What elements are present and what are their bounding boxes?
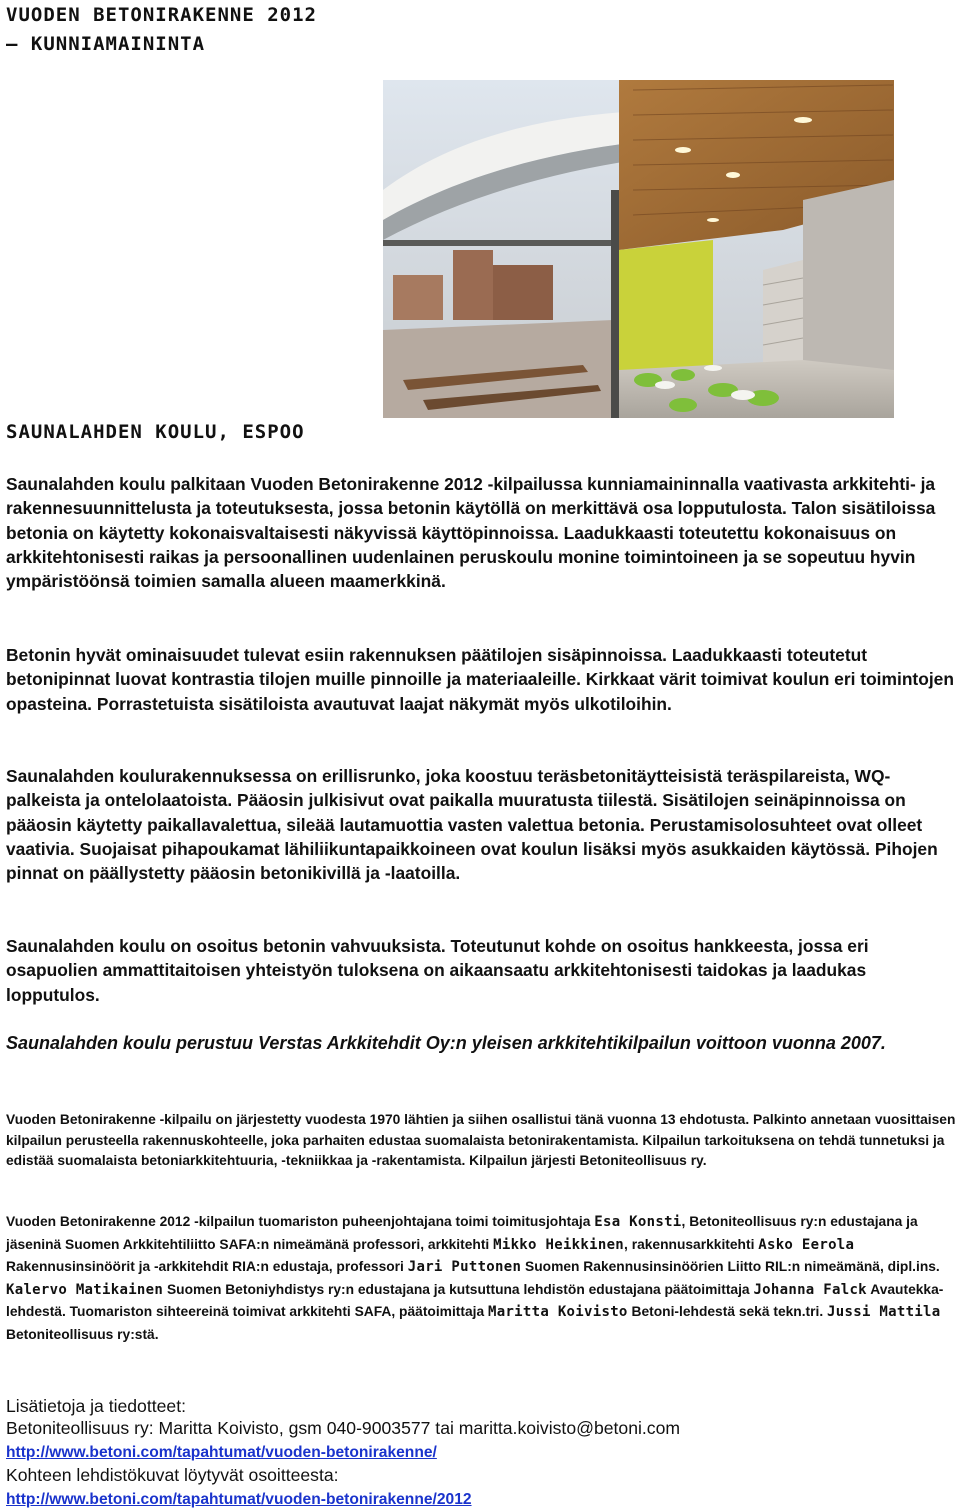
contact-line: Betoniteollisuus ry: Maritta Koivisto, gsm 040-9003577 tai maritta.koivisto@betoni.com bbox=[6, 1418, 681, 1438]
paragraph-structure: Saunalahden koulurakennuksessa on erillisrunko, joka koostuu teräsbetonitäytteisistä teräspilareista, WQ-palkeista ja ontelolaatoista. Pääosin julkisivut ovat paikalla muuratusta tiilestä. Sisätilojen seinäpinnoissa on pääosin käytetty paikallavalettua, sileää lautamuottia vasten valettua betonia. Perustamisolosuhteet ovat olleet vaativia. Suojaisat pihapoukamat lähiliikuntapaikkoineen ovat koulun lisäksi myös asukkaiden käytössä. Pihojen pinnat on päällystetty pääosin betonikivillä ja -laatoilla. bbox=[6, 766, 938, 884]
paragraph-jury: Vuoden Betonirakenne 2012 -kilpailun tuomariston puheenjohtajana toimi toimitusjohtaja Esa Konsti, Betoniteollisuus ry:n edustajana ja jäseninä Suomen Arkkitehtiliitto SAFA:n nimeämänä professori, arkkitehti Mikko Heikkinen, rakennusarkkitehti Asko Eerola Rakennusinsinöörit ja -arkkitehdit RIA:n edustaja, professori Jari Puttonen Suomen Rakennusinsinöörien Liitto RIL:n nimeämänä, dipl.ins. Kalervo Matikainen Suomen Betoniyhdistys ry:n edustajana ja kutsuttuna lehdistön edustajana päätoimittaja Johanna Falck Avautekka-lehdestä. Tuomariston sihteereinä toimivat arkkitehti SAFA, päätoimittaja Maritta Koivisto Betoni-lehdestä sekä tekn.tri. Jussi Mattila Betoniteollisuus ry:stä. bbox=[6, 1214, 944, 1342]
paragraph-competition-info: Vuoden Betonirakenne -kilpailu on järjestetty vuodesta 1970 lähtien ja siihen osallistui tänä vuonna 13 ehdotusta. Palkinto annetaan vuosittaisen kilpailun perusteella rakennuskohteelle, joka parhaiten edustaa suomalaista betonirakentamista. Kilpailun tarkoituksena on tehdä tunnetuksi ja edistää suomalaista betoniarkkitehtuuria, -tekniikkaa ja -rakentamista. Kilpailun järjesti Betoniteollisuus ry. bbox=[6, 1112, 956, 1169]
document-title bbox=[6, 1, 317, 59]
jury-name: Johanna Falck bbox=[753, 1281, 867, 1298]
jury-name: Esa Konsti bbox=[594, 1214, 682, 1230]
paragraph-competition-origin: Saunalahden koulu perustuu Verstas Arkkitehdit Oy:n yleisen arkkitehtikilpailun voittoon vuonna 2007. bbox=[6, 1033, 886, 1053]
project-name: SAUNALAHDEN KOULU, ESPOO bbox=[6, 421, 305, 443]
paragraph-surfaces: Betonin hyvät ominaisuudet tulevat esiin rakennuksen päätilojen sisäpinnoissa. Laadukkaasti toteutetut betonipinnat luovat kontrastia tilojen muille pinnoille ja materiaaleille. Kirkkaat värit toimivat koulun eri toimintojen opasteina. Porrastetuista sisätiloista avautuvat laajat näkymät myös ulkotiloihin. bbox=[6, 645, 954, 714]
link-press-photos[interactable]: http://www.betoni.com/tapahtumat/vuoden-betonirakenne/2012 bbox=[6, 1491, 472, 1508]
press-photos-heading: Kohteen lehdistökuvat löytyvät osoitteesta: bbox=[6, 1465, 339, 1485]
school-interior-photo bbox=[383, 80, 894, 418]
link-competition-page[interactable]: http://www.betoni.com/tapahtumat/vuoden-betonirakenne/ bbox=[6, 1444, 437, 1461]
jury-name: Kalervo Matikainen bbox=[6, 1281, 164, 1298]
paragraph-conclusion: Saunalahden koulu on osoitus betonin vahvuuksista. Toteutunut kohde on osoitus hankkeesta, jossa eri osapuolien ammattitaitoisen yhteistyön tuloksena on aikaansaatu arkkitehtonisesti taidokas ja laadukas lopputulos. bbox=[6, 936, 869, 1005]
jury-name: Maritta Koivisto bbox=[488, 1304, 628, 1320]
info-heading: Lisätietoja ja tiedotteet: bbox=[6, 1396, 186, 1416]
jury-name: Mikko Heikkinen bbox=[493, 1236, 625, 1253]
photo-illustration bbox=[383, 80, 894, 418]
jury-name: Jussi Mattila bbox=[827, 1304, 941, 1320]
jury-name: Jari Puttonen bbox=[407, 1259, 522, 1275]
title-line-1: VUODEN BETONIRAKENNE 2012 bbox=[6, 4, 317, 26]
title-line-2: – KUNNIAMAININTA bbox=[6, 33, 206, 55]
paragraph-intro: Saunalahden koulu palkitaan Vuoden Betonirakenne 2012 -kilpailussa kunniamaininnalla vaativasta arkkitehti- ja rakennesuunnittelusta ja toteutuksesta, jossa betonin käytöllä on merkittävä osa lopputulosta. Talon sisätiloissa betonia on käytetty kokonaisvaltaisesti näkyvissä käyttöpinnoissa. Laadukkaasti toteutettu kokonaisuus on arkkitehtonisesti raikas ja persoonallinen uudenlainen peruskoulu monine toimintoineen ja se sopeutuu hyvin ympäristöönsä toimien samalla alueen maamerkkinä. bbox=[6, 474, 936, 592]
jury-name: Asko Eerola bbox=[758, 1236, 855, 1253]
